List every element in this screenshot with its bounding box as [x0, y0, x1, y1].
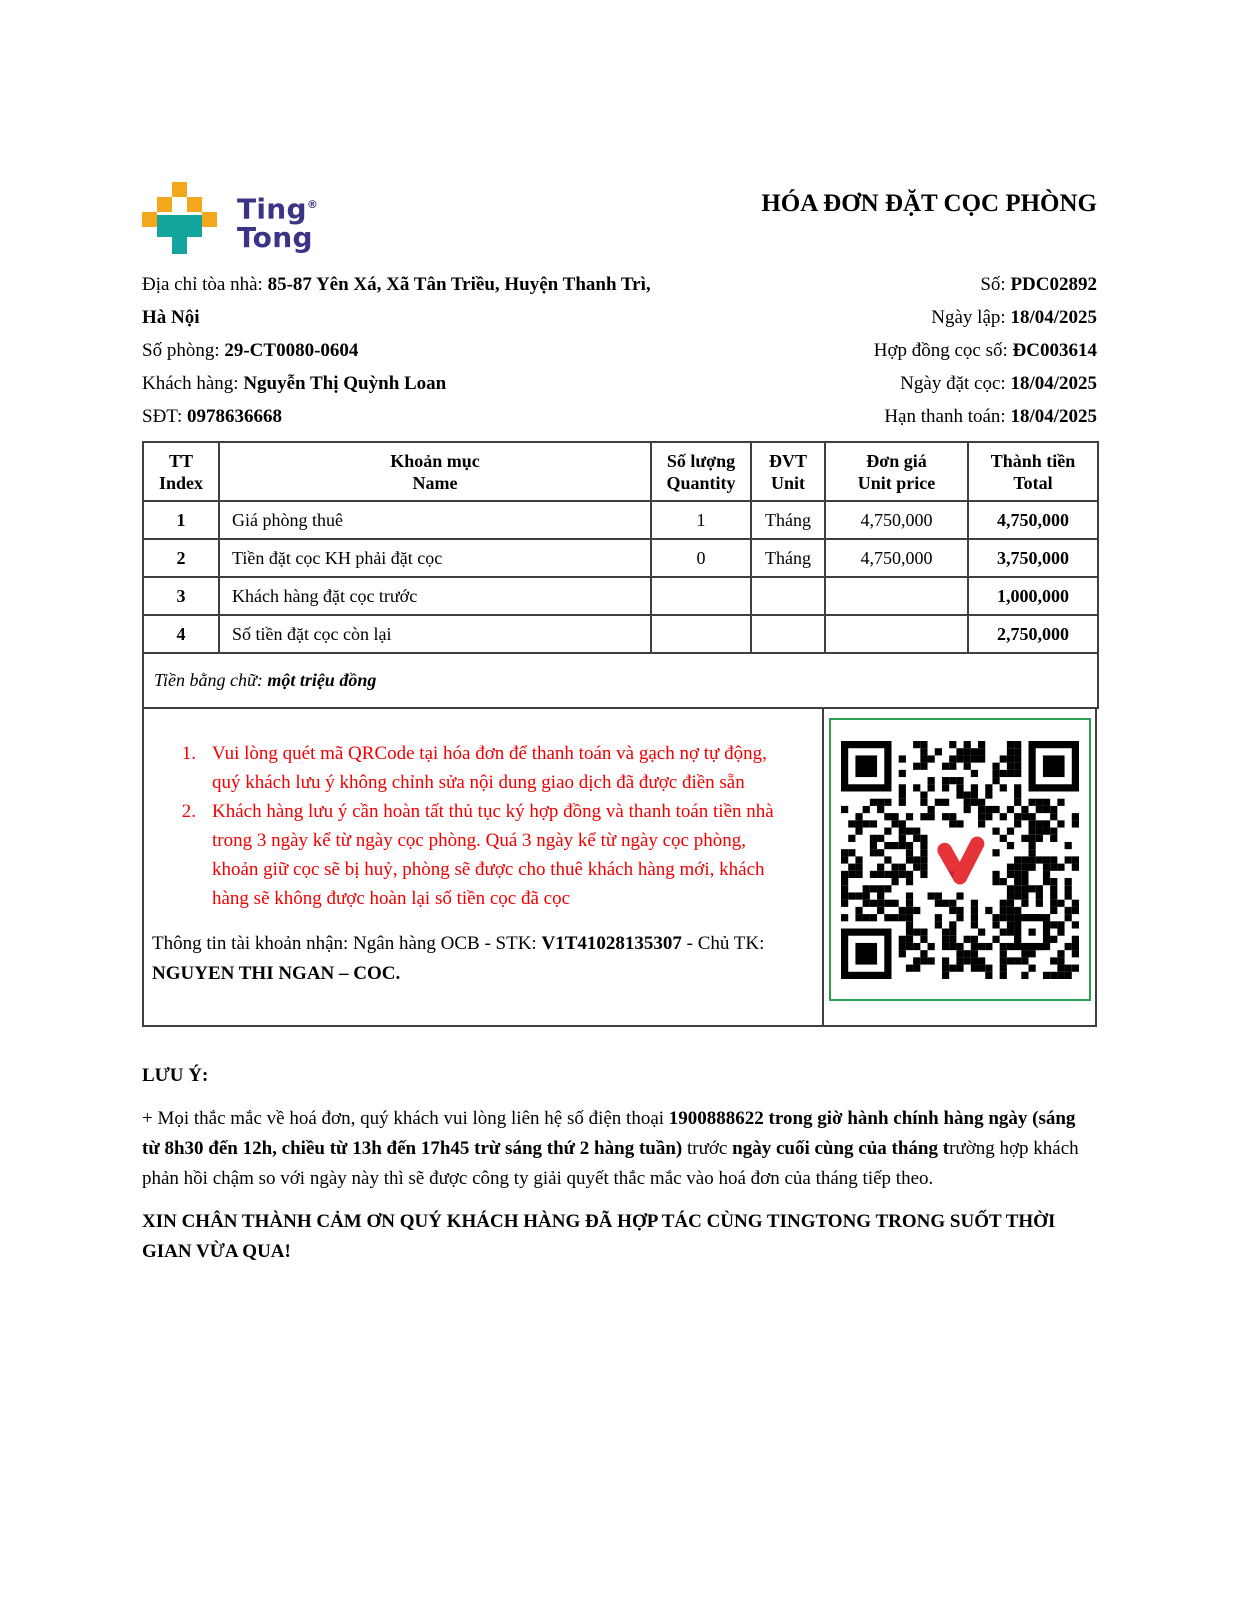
- footer-note-paragraph: + Mọi thắc mắc về hoá đơn, quý khách vui lòng liên hệ số điện thoại 1900888622 trong giờ hành chính hàng ngày (sáng từ 8h30 đến 12h, chiều từ 13h đến 17h45 trừ sáng thứ 2 hàng tuần) trước ngày cuối cùng của tháng trường hợp khách phản hồi chậm so với ngày này thì sẽ được công ty giải quyết thắc mắc vào hoá đơn của tháng tiếp theo.: [142, 1108, 1079, 1189]
- payment-notes-list: [152, 739, 796, 913]
- tingtong-logo-text: [237, 182, 319, 255]
- qr-cell: [824, 709, 1095, 1025]
- payment-notes-box: [142, 709, 1097, 1027]
- phone-number: SĐT: 0978636668: [142, 406, 282, 427]
- building-address: Địa chỉ tòa nhà: 85-87 Yên Xá, Xã Tân Triều, Huyện Thanh Trì, Hà Nội: [142, 274, 651, 328]
- contract-number: Hợp đồng cọc số: ĐC003614: [873, 340, 1097, 361]
- table-row: 3 Khách hàng đặt cọc trước 1,000,000: [143, 577, 1098, 615]
- thanks-message: XIN CHÂN THÀNH CẢM ƠN QUÝ KHÁCH HÀNG ĐÃ HỢP TÁC CÙNG TINGTONG TRONG SUỐT THỜI GIAN VỪA QUA!: [142, 1211, 1056, 1262]
- header: [142, 182, 1097, 260]
- table-row: 4 Số tiền đặt cọc còn lại 2,750,000: [143, 615, 1098, 653]
- header-unit-price: Đơn giá Unit price: [825, 442, 968, 501]
- header-index: TT Index: [143, 442, 219, 501]
- amount-in-words: Tiền bằng chữ: một triệu đồng: [143, 653, 1098, 708]
- note-item: 2. Khách hàng lưu ý cần hoàn tất thủ tục ký hợp đồng và thanh toán tiền nhà trong 3 ngày kể từ ngày cọc phòng. Quá 3 ngày kể từ ngày cọc phòng, khoản giữ cọc sẽ bị huỷ, phòng sẽ được cho thuê khách hàng mới, khách hàng sẽ không được hoàn lại số tiền cọc đã cọc: [181, 801, 774, 909]
- logo-line2: Tong: [237, 221, 313, 255]
- room-number: Số phòng: 29-CT0080-0604: [142, 340, 359, 361]
- header-quantity: Số lượng Quantity: [651, 442, 751, 501]
- tingtong-logo-icon: [142, 182, 217, 254]
- issue-date: Ngày lập: 18/04/2025: [931, 307, 1097, 328]
- customer-name: Khách hàng: Nguyễn Thị Quỳnh Loan: [142, 373, 447, 394]
- bank-account-info: Thông tin tài khoản nhận: Ngân hàng OCB - STK: V1T41028135307 - Chủ TK: NGUYEN THI NGAN – COC.: [152, 933, 765, 984]
- qr-code: [829, 718, 1091, 1001]
- page-title: HÓA ĐƠN ĐẶT CỌC PHÒNG: [761, 190, 1097, 217]
- invoice-number: Số: PDC02892: [980, 274, 1097, 295]
- invoice-info: [142, 268, 1097, 433]
- table-row: 2 Tiền đặt cọc KH phải đặt cọc 0 Tháng 4,750,000 3,750,000: [143, 539, 1098, 577]
- header-unit: ĐVT Unit: [751, 442, 825, 501]
- note-item: 1. Vui lòng quét mã QRCode tại hóa đơn để thanh toán và gạch nợ tự động, quý khách lưu ý không chỉnh sửa nội dung giao dịch đã được điền sẵn: [181, 743, 767, 793]
- amount-in-words-row: [143, 653, 1098, 708]
- table-header-row: [143, 442, 1098, 501]
- logo-line1: Ting: [237, 192, 307, 226]
- payment-notes: [144, 709, 824, 1025]
- invoice-table: [142, 441, 1099, 709]
- tingtong-logo: [142, 182, 318, 254]
- deposit-date: Ngày đặt cọc: 18/04/2025: [900, 373, 1097, 394]
- payment-due-date: Hạn thanh toán: 18/04/2025: [884, 406, 1097, 427]
- info-left: [142, 268, 702, 433]
- header-total: Thành tiền Total: [968, 442, 1098, 501]
- registered-mark: ®: [306, 198, 319, 211]
- qr-pattern: [841, 741, 1079, 979]
- header-name: Khoản mục Name: [219, 442, 651, 501]
- footer-notes: [142, 1061, 1097, 1267]
- info-right: [874, 268, 1097, 433]
- footer-note-heading: LƯU Ý:: [142, 1065, 209, 1086]
- table-row: 1 Giá phòng thuê 1 Tháng 4,750,000 4,750,000: [143, 501, 1098, 539]
